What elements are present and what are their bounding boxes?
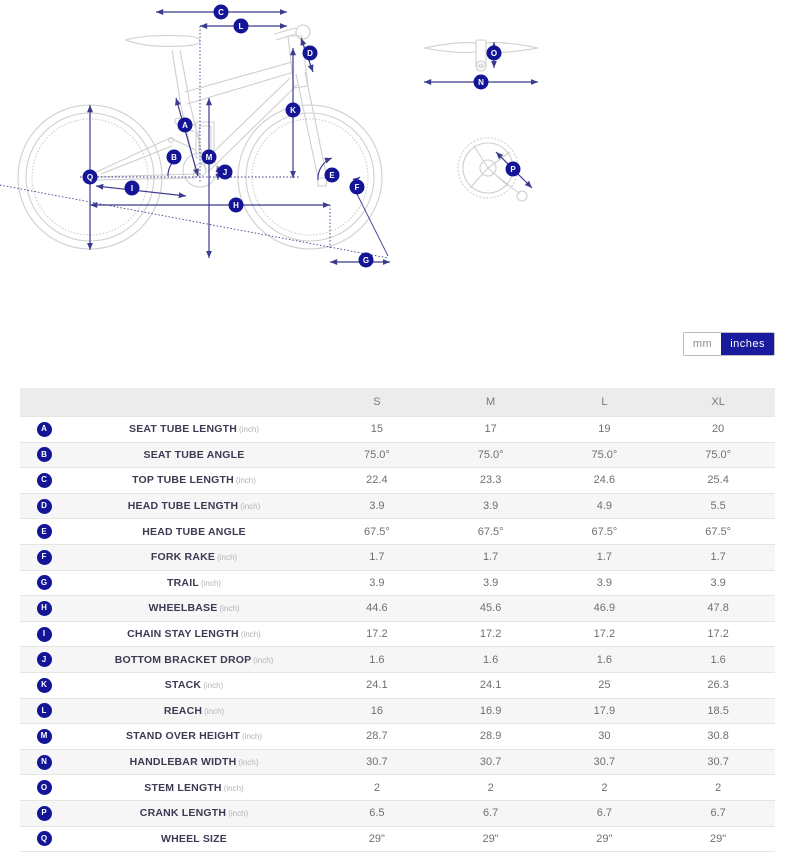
svg-text:J: J xyxy=(222,168,228,177)
value-cell-l: 4.9 xyxy=(548,493,662,519)
measurement-unit: (inch) xyxy=(228,809,249,819)
header-size-xl: XL xyxy=(661,388,775,417)
measurement-unit: (inch) xyxy=(242,732,263,742)
measurement-unit: (inch) xyxy=(240,630,261,640)
measurement-name: CHAIN STAY LENGTH xyxy=(127,628,239,641)
header-badge-blank xyxy=(20,388,68,417)
measurement-badge-m: M xyxy=(37,729,52,744)
value-cell-l: 29" xyxy=(548,826,662,852)
value-cell-s: 75.0° xyxy=(320,442,434,468)
geometry-table-container xyxy=(20,388,775,852)
measurement-name: SEAT TUBE ANGLE xyxy=(143,448,245,461)
value-cell-l: 75.0° xyxy=(548,442,662,468)
row-badge-cell xyxy=(20,672,68,698)
table-row xyxy=(20,826,775,852)
table-row xyxy=(20,493,775,519)
value-cell-s: 22.4 xyxy=(320,468,434,494)
measurement-name: CRANK LENGTH xyxy=(139,807,227,820)
value-cell-m: 24.1 xyxy=(434,672,548,698)
measurement-name: STEM LENGTH xyxy=(144,781,222,794)
value-cell-m: 1.6 xyxy=(434,647,548,673)
measurement-unit: (inch) xyxy=(219,604,240,614)
value-cell-xl: 3.9 xyxy=(661,570,775,596)
svg-text:F: F xyxy=(354,183,360,192)
measurement-name: HEAD TUBE ANGLE xyxy=(142,525,246,538)
row-label-cell xyxy=(68,596,320,622)
value-cell-m: 2 xyxy=(434,775,548,801)
row-label-cell xyxy=(68,442,320,468)
measurement-unit: (inch) xyxy=(240,502,261,512)
diagram-marker-fork-rake xyxy=(350,180,365,195)
measurement-badge-c: C xyxy=(37,473,52,488)
table-row xyxy=(20,519,775,545)
value-cell-m: 45.6 xyxy=(434,596,548,622)
svg-text:M: M xyxy=(205,153,213,162)
value-cell-s: 1.7 xyxy=(320,544,434,570)
row-badge-cell xyxy=(20,775,68,801)
diagram-marker-wheel-size xyxy=(83,170,98,185)
value-cell-xl: 1.7 xyxy=(661,544,775,570)
value-cell-l: 19 xyxy=(548,417,662,443)
row-badge-cell xyxy=(20,749,68,775)
measurement-name: TOP TUBE LENGTH xyxy=(132,474,234,487)
row-badge-cell xyxy=(20,826,68,852)
measurement-badge-l: L xyxy=(37,703,52,718)
svg-text:P: P xyxy=(510,165,516,174)
value-cell-l: 25 xyxy=(548,672,662,698)
measurement-unit: (inch) xyxy=(204,706,225,716)
crank-diagram xyxy=(458,138,532,201)
value-cell-m: 17.2 xyxy=(434,621,548,647)
value-cell-l: 2 xyxy=(548,775,662,801)
diagram-marker-bottom-bracket-drop xyxy=(218,165,233,180)
row-label-cell xyxy=(68,417,320,443)
value-cell-m: 67.5° xyxy=(434,519,548,545)
table-row xyxy=(20,468,775,494)
row-badge-cell xyxy=(20,468,68,494)
measurement-badge-a: A xyxy=(37,422,52,437)
value-cell-xl: 6.7 xyxy=(661,800,775,826)
row-label-cell xyxy=(68,544,320,570)
value-cell-xl: 29" xyxy=(661,826,775,852)
value-cell-s: 6.5 xyxy=(320,800,434,826)
diagram-marker-crank-length xyxy=(506,162,521,177)
measurement-badge-d: D xyxy=(37,499,52,514)
row-badge-cell xyxy=(20,442,68,468)
row-label-cell xyxy=(68,621,320,647)
value-cell-xl: 5.5 xyxy=(661,493,775,519)
value-cell-xl: 2 xyxy=(661,775,775,801)
row-label-cell xyxy=(68,672,320,698)
value-cell-xl: 17.2 xyxy=(661,621,775,647)
value-cell-xl: 26.3 xyxy=(661,672,775,698)
value-cell-xl: 25.4 xyxy=(661,468,775,494)
measurement-name: STACK xyxy=(164,679,202,692)
measurement-name: BOTTOM BRACKET DROP xyxy=(114,653,252,666)
value-cell-m: 28.9 xyxy=(434,724,548,750)
value-cell-s: 67.5° xyxy=(320,519,434,545)
diagram-marker-trail xyxy=(359,253,374,268)
value-cell-l: 67.5° xyxy=(548,519,662,545)
diagram-marker-stand-over-height xyxy=(202,150,217,165)
measurement-badge-g: G xyxy=(37,575,52,590)
value-cell-m: 75.0° xyxy=(434,442,548,468)
row-label-cell xyxy=(68,775,320,801)
svg-text:O: O xyxy=(490,49,498,58)
diagram-marker-top-tube-length xyxy=(214,5,229,20)
header-label-blank xyxy=(68,388,320,417)
header-size-l: L xyxy=(548,388,662,417)
svg-text:K: K xyxy=(290,106,296,115)
value-cell-s: 29" xyxy=(320,826,434,852)
value-cell-m: 3.9 xyxy=(434,493,548,519)
measurement-name: REACH xyxy=(163,704,203,717)
value-cell-s: 15 xyxy=(320,417,434,443)
value-cell-s: 30.7 xyxy=(320,749,434,775)
table-row xyxy=(20,621,775,647)
diagram-marker-chain-stay-length xyxy=(125,181,140,196)
table-row xyxy=(20,442,775,468)
table-row xyxy=(20,724,775,750)
row-badge-cell xyxy=(20,519,68,545)
table-row xyxy=(20,544,775,570)
diagram-marker-head-tube-length xyxy=(303,46,318,61)
header-size-m: M xyxy=(434,388,548,417)
value-cell-m: 30.7 xyxy=(434,749,548,775)
measurement-name: TRAIL xyxy=(167,576,199,589)
row-label-cell xyxy=(68,749,320,775)
value-cell-m: 29" xyxy=(434,826,548,852)
row-badge-cell xyxy=(20,647,68,673)
row-badge-cell xyxy=(20,698,68,724)
dimension-lines xyxy=(0,12,390,262)
svg-text:G: G xyxy=(362,256,370,265)
value-cell-l: 1.6 xyxy=(548,647,662,673)
svg-text:B: B xyxy=(171,153,177,162)
measurement-badge-b: B xyxy=(37,447,52,462)
table-row xyxy=(20,698,775,724)
measurement-name: WHEELBASE xyxy=(148,602,218,615)
diagram-marker-handlebar-width xyxy=(474,75,489,90)
value-cell-l: 24.6 xyxy=(548,468,662,494)
diagram-marker-seat-tube-angle xyxy=(167,150,182,165)
value-cell-l: 46.9 xyxy=(548,596,662,622)
value-cell-m: 6.7 xyxy=(434,800,548,826)
row-label-cell xyxy=(68,826,320,852)
value-cell-xl: 75.0° xyxy=(661,442,775,468)
measurement-name: SEAT TUBE LENGTH xyxy=(128,423,237,436)
measurement-unit: (inch) xyxy=(238,758,259,768)
row-badge-cell xyxy=(20,544,68,570)
value-cell-m: 23.3 xyxy=(434,468,548,494)
row-label-cell xyxy=(68,800,320,826)
measurement-name: WHEEL SIZE xyxy=(161,832,227,845)
table-row xyxy=(20,775,775,801)
header-size-s: S xyxy=(320,388,434,417)
value-cell-xl: 20 xyxy=(661,417,775,443)
measurement-badge-k: K xyxy=(37,678,52,693)
measurement-badge-n: N xyxy=(37,755,52,770)
diagram-marker-reach xyxy=(234,19,249,34)
svg-text:N: N xyxy=(478,78,484,87)
value-cell-s: 44.6 xyxy=(320,596,434,622)
svg-text:C: C xyxy=(218,8,224,17)
measurement-unit: (inch) xyxy=(217,553,238,563)
diagram-marker-stack xyxy=(286,103,301,118)
measurement-unit: (inch) xyxy=(239,425,260,435)
measurement-unit: (inch) xyxy=(223,783,244,793)
row-badge-cell xyxy=(20,417,68,443)
diagram-marker-head-tube-angle xyxy=(325,168,340,183)
unit-toggle-inches[interactable]: inches xyxy=(721,333,774,355)
value-cell-xl: 47.8 xyxy=(661,596,775,622)
row-label-cell xyxy=(68,468,320,494)
measurement-unit: (inch) xyxy=(235,476,256,486)
row-label-cell xyxy=(68,570,320,596)
value-cell-s: 3.9 xyxy=(320,570,434,596)
row-badge-cell xyxy=(20,800,68,826)
value-cell-l: 1.7 xyxy=(548,544,662,570)
value-cell-xl: 1.6 xyxy=(661,647,775,673)
value-cell-m: 16.9 xyxy=(434,698,548,724)
svg-text:E: E xyxy=(329,171,335,180)
svg-text:A: A xyxy=(182,121,188,130)
value-cell-l: 17.9 xyxy=(548,698,662,724)
measurement-unit: (inch) xyxy=(203,681,224,691)
value-cell-m: 3.9 xyxy=(434,570,548,596)
value-cell-s: 16 xyxy=(320,698,434,724)
value-cell-xl: 18.5 xyxy=(661,698,775,724)
row-badge-cell xyxy=(20,724,68,750)
value-cell-xl: 30.8 xyxy=(661,724,775,750)
value-cell-m: 17 xyxy=(434,417,548,443)
value-cell-xl: 67.5° xyxy=(661,519,775,545)
row-badge-cell xyxy=(20,570,68,596)
value-cell-s: 28.7 xyxy=(320,724,434,750)
value-cell-l: 6.7 xyxy=(548,800,662,826)
measurement-badge-h: H xyxy=(37,601,52,616)
measurement-badge-o: O xyxy=(37,780,52,795)
bike-geometry-diagram xyxy=(0,0,787,300)
measurement-name: STAND OVER HEIGHT xyxy=(125,730,241,743)
value-cell-s: 2 xyxy=(320,775,434,801)
table-header-row xyxy=(20,388,775,417)
table-row xyxy=(20,596,775,622)
measurement-badge-f: F xyxy=(37,550,52,565)
row-badge-cell xyxy=(20,493,68,519)
row-badge-cell xyxy=(20,596,68,622)
unit-toggle-mm[interactable]: mm xyxy=(684,333,721,355)
value-cell-xl: 30.7 xyxy=(661,749,775,775)
table-row xyxy=(20,800,775,826)
value-cell-l: 3.9 xyxy=(548,570,662,596)
table-row xyxy=(20,417,775,443)
svg-text:L: L xyxy=(238,22,244,31)
table-header xyxy=(20,388,775,417)
row-label-cell xyxy=(68,493,320,519)
value-cell-m: 1.7 xyxy=(434,544,548,570)
svg-text:I: I xyxy=(130,184,134,193)
measurement-badge-i: I xyxy=(37,627,52,642)
geometry-table xyxy=(20,388,775,852)
value-cell-l: 17.2 xyxy=(548,621,662,647)
measurement-badge-p: P xyxy=(37,806,52,821)
row-badge-cell xyxy=(20,621,68,647)
value-cell-s: 17.2 xyxy=(320,621,434,647)
svg-text:D: D xyxy=(307,49,313,58)
diagram-marker-badges xyxy=(83,5,521,268)
diagram-marker-seat-tube-length xyxy=(178,118,193,133)
table-row xyxy=(20,672,775,698)
measurement-unit: (inch) xyxy=(200,578,221,588)
row-label-cell xyxy=(68,724,320,750)
value-cell-s: 3.9 xyxy=(320,493,434,519)
measurement-badge-q: Q xyxy=(37,831,52,846)
measurement-name: HANDLEBAR WIDTH xyxy=(129,756,237,769)
table-body xyxy=(20,417,775,852)
row-label-cell xyxy=(68,519,320,545)
value-cell-l: 30.7 xyxy=(548,749,662,775)
measurement-name: FORK RAKE xyxy=(150,551,216,564)
measurement-badge-j: J xyxy=(37,652,52,667)
table-row xyxy=(20,647,775,673)
svg-text:H: H xyxy=(233,201,239,210)
unit-toggle-group[interactable] xyxy=(683,332,775,356)
diagram-marker-stem-length xyxy=(487,46,502,61)
value-cell-s: 24.1 xyxy=(320,672,434,698)
measurement-badge-e: E xyxy=(37,524,52,539)
geometry-diagram-svg xyxy=(0,0,787,300)
row-label-cell xyxy=(68,698,320,724)
value-cell-l: 30 xyxy=(548,724,662,750)
table-row xyxy=(20,570,775,596)
table-row xyxy=(20,749,775,775)
value-cell-s: 1.6 xyxy=(320,647,434,673)
measurement-unit: (inch) xyxy=(253,655,274,665)
svg-text:Q: Q xyxy=(86,173,94,182)
diagram-marker-wheelbase xyxy=(229,198,244,213)
measurement-name: HEAD TUBE LENGTH xyxy=(127,500,239,513)
row-label-cell xyxy=(68,647,320,673)
